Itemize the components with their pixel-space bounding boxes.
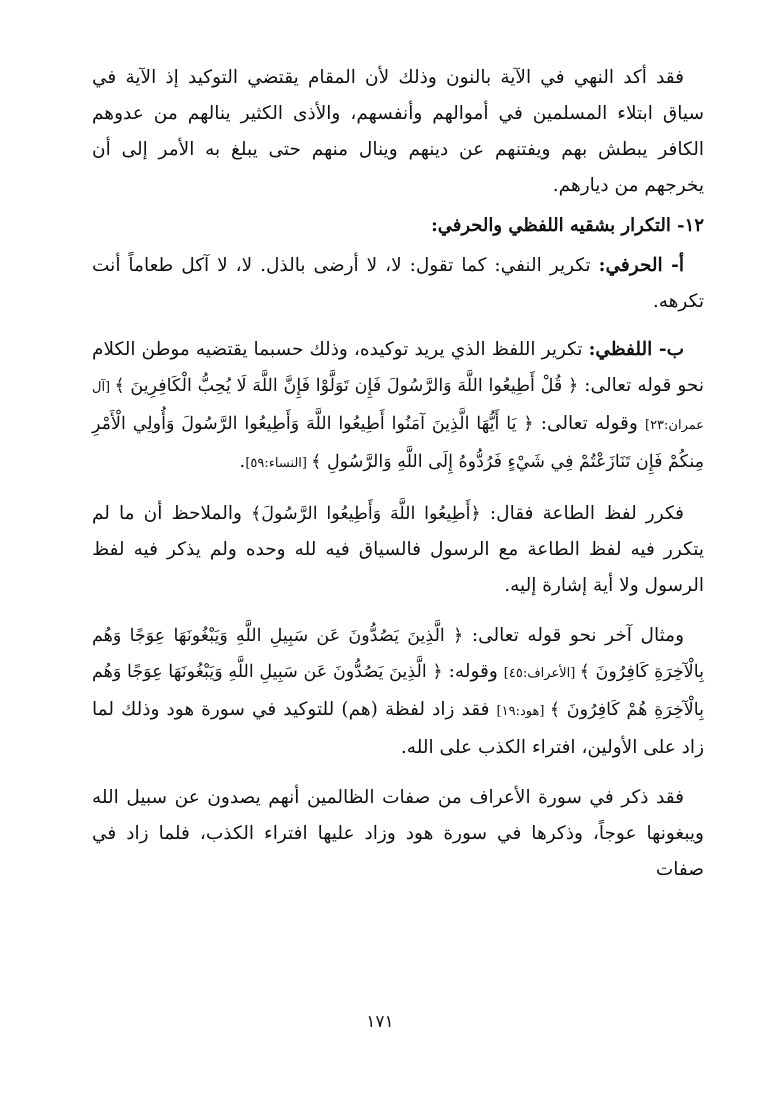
section-heading: ١٢- التكرار بشقيه اللفظي والحرفي: [431,215,704,236]
item-b-text-1: تكرير اللفظ الذي يريد توكيده، وذلك حسبما يقتضيه موطن الكلام نحو قوله تعالى: [92,339,704,396]
quran-verse: ﴿أَطِيعُوا اللَّهَ وَأَطِيعُوا الرَّسُولَ﴾ [251,504,481,524]
item-a-paragraph [92,248,704,320]
quran-verse: ﴿ قُلْ أَطِيعُوا اللَّهَ وَالرَّسُولَ فَإِن تَوَلَّوْا فَإِنَّ اللَّهَ لَا يُحِبُّ الْكَافِرِينَ ﴾ [114,376,579,396]
verse-reference: [آل عمران:٢٣] [92,380,705,433]
paragraph-4-text-2: وقوله: [442,661,504,682]
verse-reference: [الأعراف:٤٥] [503,666,580,681]
paragraph-closing: فقد ذكر في سورة الأعراف من صفات الظالمين أنهم يصدون عن سبيل الله ويبغونها عوجاً، وذكرها في سورة هود وزاد عليها افتراء الكذب، فلما زاد في صفات [92,787,704,880]
paragraph-example [92,618,704,766]
item-a-label: أ- الحرفي: [598,255,684,276]
page-number: ١٧١ [366,1012,394,1032]
verse-reference: [النساء:٥٩] [245,456,312,471]
quran-verse: ﴿ الَّذِينَ يَصُدُّونَ عَن سَبِيلِ اللَّهِ وَيَبْغُونَهَا عِوَجًا وَهُم بِالْآخِرَةِ كَافِرُونَ ﴾ [92,626,704,682]
paragraph-4-text-3: فقد زاد لفظة (هم) للتوكيد في سورة هود وذلك لما زاد على الأولين، افتراء الكذب على الله. [92,699,704,758]
item-b-paragraph [92,332,704,482]
item-b-label: ب- اللفظي: [588,339,684,360]
item-b-text-2: وقوله تعالى: [533,413,645,434]
paragraph-4-text-1: ومثال آخر نحو قوله تعالى: [463,625,685,646]
paragraph-3-text-2: والملاحظ أن ما لم يتكرر فيه لفظ الطاعة مع الرسول فالسياق فيه لله وحده ولم يذكر فيه لفظ الرسول ولا أية إشارة إليه. [92,503,704,596]
quran-verse: ﴿ يَا أَيُّهَا الَّذِينَ آمَنُوا أَطِيعُوا اللَّهَ وَأَطِيعُوا الرَّسُولَ وَأُولِي الْأَمْرِ مِنكُمْ فَإِن تَنَازَعْتُمْ فِي شَيْءٍ فَرُدُّوهُ إِلَى اللَّهِ وَالرَّسُولِ ﴾ [92,414,704,472]
verse-reference: [هود:١٩] [496,704,550,719]
page-body [92,60,704,888]
paragraph-intro: فقد أكد النهي في الآية بالنون وذلك لأن المقام يقتضي التوكيد إذ الآية في سياق ابتلاء المسلمين في أموالهم وأنفسهم، والأذى الكثير ينالهم من عدوهم الكافر يبطش بهم ويفتنهم عن دينهم وينال منهم حتى يبلغ به الأمر إلى أن يخرجهم من ديارهم. [92,67,704,196]
quran-verse: ﴿ الَّذِينَ يَصُدُّونَ عَن سَبِيلِ اللَّهِ وَيَبْغُونَهَا عِوَجًا وَهُم بِالْآخِرَةِ هُمْ كَافِرُونَ ﴾ [92,662,704,720]
item-b-end: . [239,451,246,472]
paragraph-obedience [92,496,704,604]
paragraph-3-text-1: فكرر لفظ الطاعة فقال: [480,503,685,524]
item-a-text: تكرير النفي: كما تقول: لا، لا أرضى بالذل. لا، لا آكل طعاماً أنت تكرهه. [92,255,704,312]
